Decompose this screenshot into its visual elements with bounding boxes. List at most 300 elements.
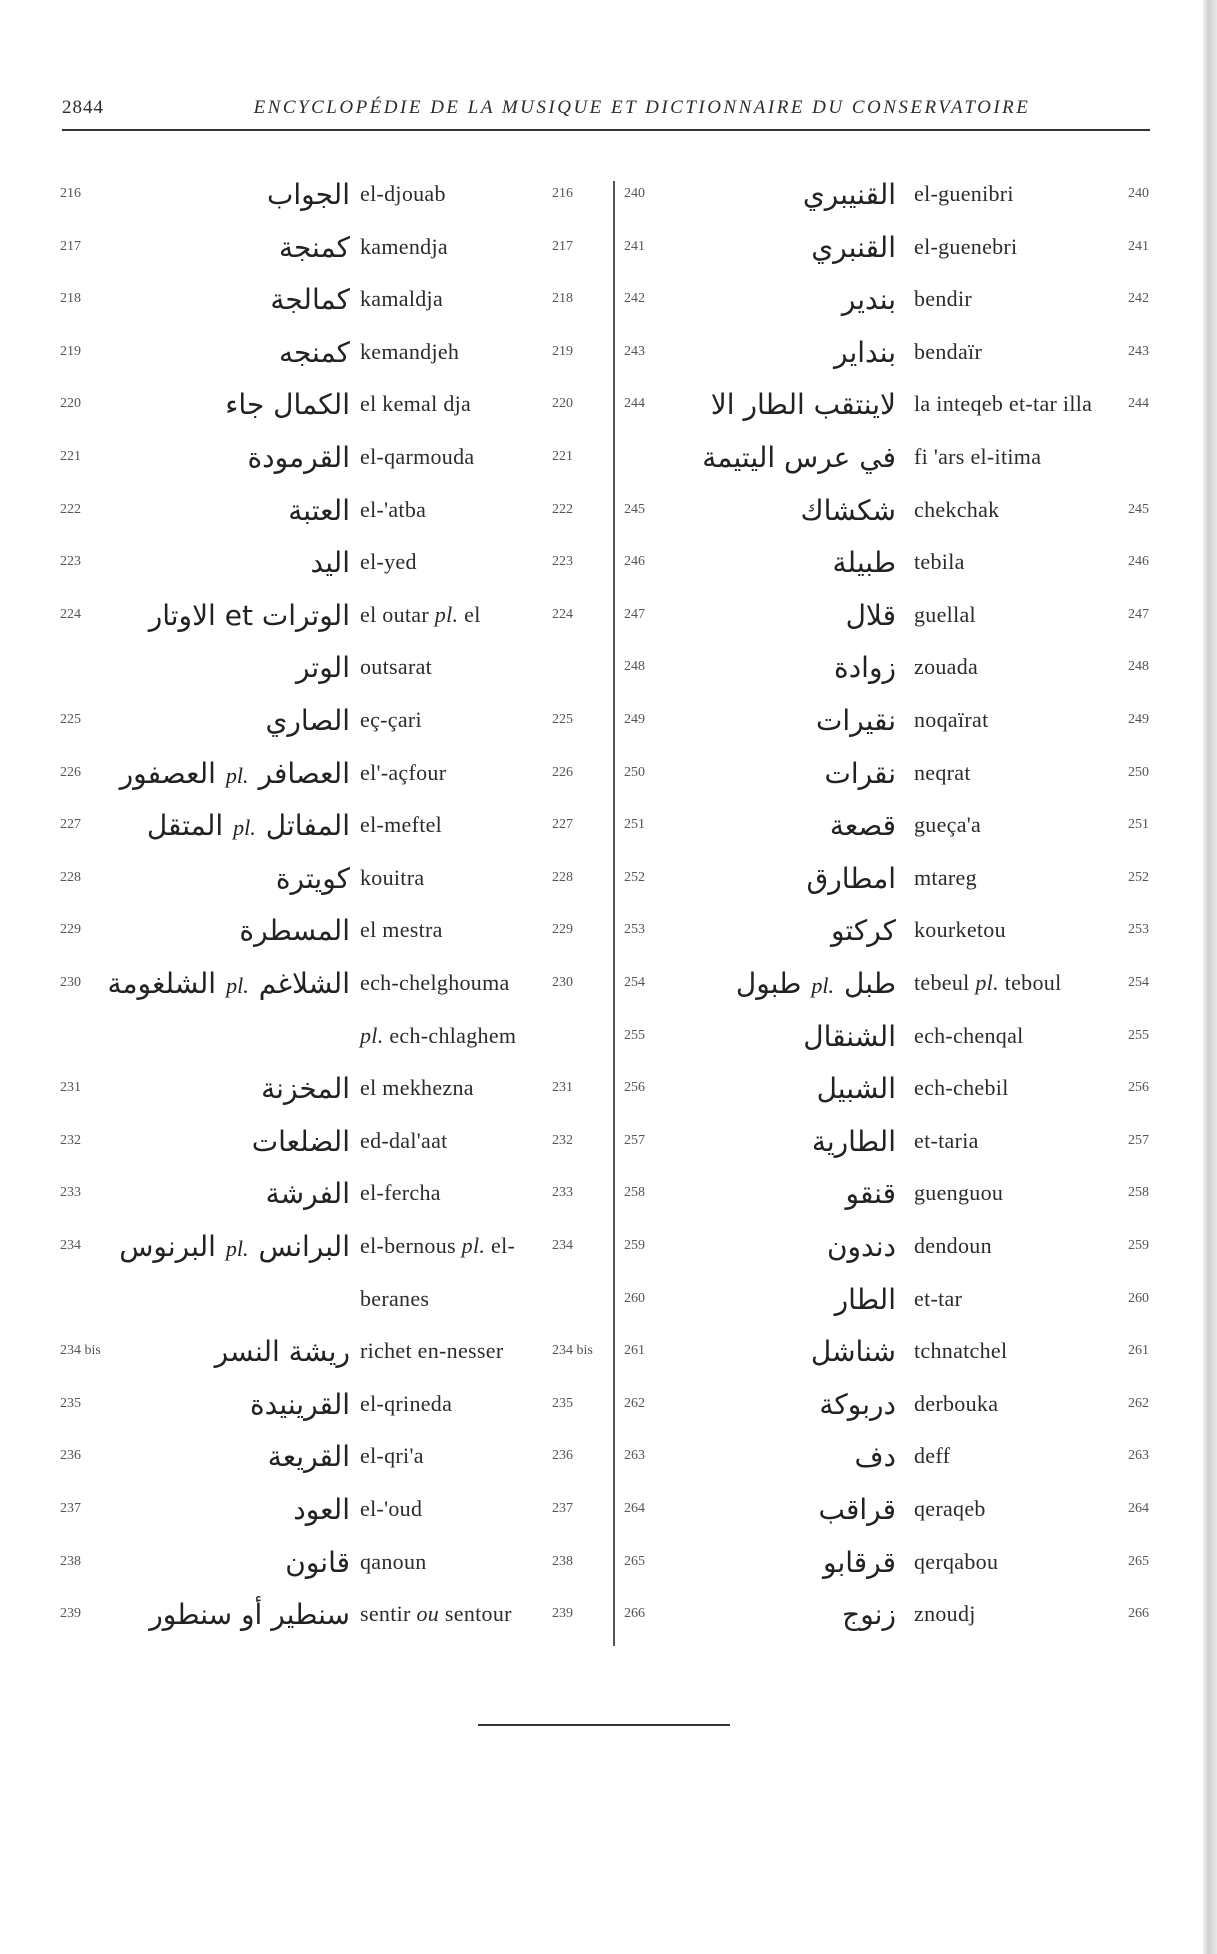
transliteration bbox=[360, 970, 510, 996]
transliteration bbox=[360, 181, 446, 207]
entry-number-right: 221 bbox=[552, 449, 573, 464]
transliteration-main: el-'oud bbox=[360, 1496, 423, 1521]
transliteration-main: qerqabou bbox=[914, 1548, 999, 1574]
arabic-term-main: شكشاك bbox=[800, 493, 896, 527]
transliteration bbox=[360, 812, 442, 838]
column-divider bbox=[613, 181, 615, 1646]
transliteration-main: el-meftel bbox=[360, 812, 443, 838]
entry-row bbox=[624, 969, 1154, 1009]
entry-number-right: 236 bbox=[552, 1448, 573, 1464]
transliteration-secondary: el- bbox=[491, 1233, 516, 1258]
entry-number-left: 253 bbox=[624, 922, 645, 938]
arabic-term bbox=[819, 1388, 896, 1421]
transliteration-main: el-'atba bbox=[360, 496, 427, 522]
transliteration-main: bendaïr bbox=[914, 338, 983, 364]
arabic-term bbox=[827, 1230, 896, 1263]
entry-row bbox=[60, 1285, 605, 1325]
entry-row bbox=[60, 598, 605, 641]
transliteration bbox=[914, 1338, 1007, 1364]
arabic-term bbox=[285, 1546, 350, 1579]
transliteration-main: sentir bbox=[360, 1601, 411, 1627]
arabic-term-main: قرقابو bbox=[822, 1545, 896, 1579]
transliteration-main: znoudj bbox=[914, 1601, 976, 1627]
arabic-term-main: قنقو bbox=[845, 1177, 896, 1211]
entry-number-right: 217 bbox=[552, 238, 573, 254]
transliteration bbox=[914, 760, 971, 786]
entry-number-left: 246 bbox=[624, 554, 645, 570]
arabic-term-main: كمالجة bbox=[270, 283, 350, 317]
arabic-term-main: قانون bbox=[285, 1545, 350, 1579]
entry-row bbox=[60, 861, 605, 904]
arabic-term-main: العتبة bbox=[288, 493, 350, 527]
transliteration bbox=[914, 1180, 1003, 1206]
arabic-term-main: بندير bbox=[841, 283, 896, 317]
transliteration bbox=[360, 1338, 503, 1364]
transliteration-main: el-qri'a bbox=[360, 1443, 424, 1469]
arabic-term-main: العود bbox=[293, 1493, 350, 1526]
arabic-term bbox=[835, 1283, 896, 1316]
arabic-term-main: زوادة bbox=[834, 651, 896, 685]
transliteration bbox=[360, 760, 446, 786]
transliteration bbox=[360, 1180, 441, 1206]
arabic-term-main: الجواب bbox=[267, 178, 350, 211]
entry-number-right: 264 bbox=[1128, 1501, 1149, 1516]
transliteration-main: mtareg bbox=[914, 864, 977, 890]
entry-number-right: 234 bis bbox=[552, 1343, 593, 1359]
transliteration-main: ech-chelghouma bbox=[360, 970, 510, 995]
transliteration-main: derbouka bbox=[914, 1390, 999, 1416]
plural-abbrev: pl. bbox=[434, 601, 459, 627]
entry-row bbox=[624, 811, 1154, 851]
plural-abbrev: pl. bbox=[975, 970, 999, 995]
entry-number-left: 230 bbox=[60, 975, 81, 990]
transliteration bbox=[914, 286, 972, 312]
transliteration bbox=[914, 234, 1017, 260]
arabic-term bbox=[147, 809, 350, 842]
arabic-term bbox=[803, 178, 896, 211]
entry-row bbox=[60, 230, 605, 273]
transliteration bbox=[360, 1128, 448, 1154]
arabic-term bbox=[811, 1335, 896, 1368]
entry-number-left: 254 bbox=[624, 975, 645, 990]
arabic-term bbox=[842, 283, 896, 316]
arabic-term-main: كمنجه bbox=[278, 335, 350, 369]
entry-number-left: 234 bbox=[60, 1238, 81, 1253]
entry-number-right: 260 bbox=[1128, 1290, 1149, 1306]
entry-number-right: 219 bbox=[552, 343, 573, 359]
entry-row bbox=[624, 1495, 1154, 1535]
arabic-term-main: الضلعات bbox=[251, 1124, 350, 1158]
entry-row bbox=[624, 1337, 1154, 1377]
entry-number-right: 239 bbox=[552, 1606, 573, 1622]
transliteration bbox=[360, 1023, 516, 1049]
arabic-term-main: القنيبري bbox=[802, 178, 896, 211]
transliteration-main: la inteqeb et-tar illa bbox=[914, 391, 1093, 417]
entry-number-left: 251 bbox=[624, 817, 645, 833]
entry-number-left: 233 bbox=[60, 1185, 81, 1201]
arabic-term-main: المسطرة bbox=[239, 914, 350, 948]
arabic-term-main: القريعة bbox=[267, 1440, 350, 1474]
arabic-term bbox=[215, 1335, 350, 1368]
transliteration bbox=[360, 444, 474, 470]
arabic-term bbox=[817, 1072, 896, 1105]
transliteration bbox=[914, 1601, 976, 1627]
transliteration-main: kemandjeh bbox=[360, 338, 460, 364]
entry-number-left: 241 bbox=[624, 238, 645, 254]
entry-number-right: 245 bbox=[1128, 501, 1149, 517]
transliteration-secondary: teboul bbox=[1004, 970, 1062, 995]
entry-number-right: 222 bbox=[552, 501, 573, 517]
transliteration bbox=[914, 865, 977, 891]
transliteration bbox=[914, 391, 1092, 417]
entry-number-right: 238 bbox=[552, 1553, 573, 1569]
plural-abbrev: pl. bbox=[226, 973, 249, 998]
entry-number-right: 250 bbox=[1128, 764, 1149, 780]
transliteration bbox=[914, 917, 1006, 943]
arabic-term bbox=[819, 1493, 897, 1526]
entry-number-left: 229 bbox=[60, 922, 81, 938]
entry-number-left: 235 bbox=[60, 1395, 81, 1411]
entry-row bbox=[60, 180, 605, 220]
transliteration-main: deff bbox=[914, 1443, 951, 1469]
transliteration-main: el-guenibri bbox=[914, 181, 1014, 206]
entry-number-left: 225 bbox=[60, 712, 81, 727]
entry-number-right: 247 bbox=[1128, 606, 1149, 622]
entry-number-right: 223 bbox=[552, 554, 573, 570]
arabic-term-main: الطار bbox=[834, 1282, 896, 1316]
transliteration-main: neqrat bbox=[914, 759, 971, 785]
entry-row bbox=[624, 1600, 1154, 1640]
entry-number-right: 257 bbox=[1128, 1132, 1149, 1148]
entry-number-left: 216 bbox=[60, 186, 81, 201]
arabic-term-main: ريشة النسر bbox=[214, 1335, 350, 1369]
arabic-term bbox=[830, 809, 896, 842]
entry-number-left: 266 bbox=[624, 1606, 645, 1622]
entry-number-right: 231 bbox=[552, 1080, 573, 1096]
arabic-term-main: القرينيدة bbox=[250, 1387, 350, 1421]
entry-number-right: 225 bbox=[552, 712, 573, 727]
entry-number-right: 243 bbox=[1128, 343, 1149, 359]
arabic-term-main: دندون bbox=[826, 1230, 896, 1263]
arabic-term-main: زنوج bbox=[842, 1598, 896, 1632]
arabic-term bbox=[108, 967, 350, 1000]
arabic-term-main: القنبري bbox=[811, 230, 896, 264]
arabic-term bbox=[149, 599, 350, 632]
transliteration bbox=[914, 339, 982, 365]
page-header bbox=[62, 95, 1150, 131]
transliteration-main: gueça'a bbox=[914, 812, 982, 838]
arabic-term-plural: الشلغومة bbox=[107, 967, 217, 1000]
transliteration-main: noqaïrat bbox=[914, 707, 989, 732]
transliteration-main: dendoun bbox=[914, 1233, 992, 1258]
entry-number-left: 256 bbox=[624, 1080, 645, 1096]
transliteration-main: el outar bbox=[360, 601, 429, 627]
arabic-term bbox=[268, 1440, 350, 1473]
transliteration-main: kourketou bbox=[914, 917, 1006, 943]
entry-row bbox=[624, 443, 1154, 483]
entry-number-left: 242 bbox=[624, 291, 645, 307]
entry-row bbox=[60, 1179, 605, 1219]
arabic-term bbox=[711, 388, 896, 421]
arabic-term bbox=[816, 704, 896, 737]
transliteration bbox=[914, 602, 976, 628]
conjunction-ou: ou bbox=[416, 1601, 440, 1627]
entry-number-right: 220 bbox=[552, 396, 573, 412]
entry-number-left: 250 bbox=[624, 764, 645, 780]
entry-row bbox=[60, 443, 605, 483]
arabic-term bbox=[311, 546, 350, 579]
entry-number-right: 255 bbox=[1128, 1027, 1149, 1043]
entry-number-left: 265 bbox=[624, 1553, 645, 1569]
entry-number-right: 230 bbox=[552, 975, 573, 990]
entry-number-left: 245 bbox=[624, 501, 645, 517]
entry-number-right: 242 bbox=[1128, 291, 1149, 307]
arabic-term bbox=[225, 388, 350, 421]
transliteration bbox=[914, 812, 981, 838]
entry-number-left: 252 bbox=[624, 869, 645, 885]
transliteration-main: et-taria bbox=[914, 1127, 979, 1153]
entry-number-right: 224 bbox=[552, 606, 573, 622]
entry-row bbox=[60, 390, 605, 430]
arabic-term bbox=[702, 441, 896, 474]
transliteration-main: el mestra bbox=[360, 917, 443, 943]
entry-number-left: 243 bbox=[624, 343, 645, 359]
entry-number-right: 246 bbox=[1128, 554, 1149, 570]
entry-row bbox=[624, 180, 1154, 220]
entry-number-right: 258 bbox=[1128, 1185, 1149, 1201]
arabic-term-main: كمنجة bbox=[278, 230, 350, 264]
entry-row bbox=[60, 1545, 605, 1588]
transliteration bbox=[360, 865, 424, 891]
arabic-term bbox=[833, 546, 896, 579]
arabic-term-main: طبل bbox=[844, 967, 896, 1000]
transliteration-main: et-tar bbox=[914, 1285, 963, 1311]
entry-number-left: 227 bbox=[60, 817, 81, 833]
transliteration bbox=[360, 549, 417, 575]
arabic-term-main: الشلاغم bbox=[258, 967, 350, 1000]
entry-number-left: 228 bbox=[60, 869, 81, 885]
arabic-term-main: طبيلة bbox=[832, 546, 896, 580]
entry-row bbox=[60, 548, 605, 588]
arabic-term-main: قصعة bbox=[829, 809, 896, 843]
arabic-term bbox=[265, 704, 350, 737]
entry-row bbox=[624, 653, 1154, 693]
transliteration bbox=[914, 1496, 986, 1522]
entry-row bbox=[60, 916, 605, 956]
transliteration-secondary: el bbox=[464, 601, 481, 627]
transliteration-main: bendir bbox=[914, 286, 973, 312]
entry-row bbox=[624, 1387, 1154, 1430]
transliteration bbox=[914, 549, 965, 575]
entry-row bbox=[624, 493, 1154, 536]
arabic-term bbox=[824, 757, 896, 790]
entry-number-left: 249 bbox=[624, 712, 645, 727]
entry-row bbox=[624, 548, 1154, 588]
entry-number-right: 235 bbox=[552, 1395, 573, 1411]
arabic-term-main: امطارق bbox=[806, 861, 896, 895]
arabic-term-main: الطارية bbox=[811, 1124, 896, 1158]
entry-number-left: 231 bbox=[60, 1080, 81, 1096]
transliteration-main: el-djouab bbox=[360, 181, 446, 206]
arabic-term bbox=[800, 494, 896, 527]
entry-row bbox=[60, 1495, 605, 1535]
transliteration-main: ech-chenqal bbox=[914, 1022, 1024, 1048]
transliteration bbox=[914, 1391, 998, 1417]
arabic-term-main: الفرشة bbox=[265, 1177, 350, 1211]
entry-row bbox=[624, 1124, 1154, 1167]
entry-row bbox=[60, 811, 605, 851]
entry-number-left: 226 bbox=[60, 764, 81, 780]
entry-number-right: 265 bbox=[1128, 1553, 1149, 1569]
entry-row bbox=[624, 335, 1154, 378]
transliteration-main: el mekhezna bbox=[360, 1075, 474, 1101]
entry-number-left: 264 bbox=[624, 1501, 645, 1516]
transliteration-main: kouitra bbox=[360, 864, 425, 890]
arabic-term-plural: المتقل bbox=[146, 809, 224, 843]
arabic-term bbox=[288, 494, 350, 527]
transliteration-main: guellal bbox=[914, 601, 976, 627]
plural-abbrev: pl. bbox=[360, 1022, 384, 1048]
arabic-term bbox=[239, 914, 350, 947]
plural-abbrev: pl. bbox=[233, 815, 256, 841]
entry-row bbox=[624, 1282, 1154, 1325]
arabic-term-main: كركتو bbox=[830, 914, 896, 948]
arabic-term bbox=[250, 1388, 350, 1421]
arabic-term bbox=[279, 231, 350, 264]
entry-number-right: 229 bbox=[552, 922, 573, 938]
transliteration bbox=[914, 1286, 962, 1312]
transliteration-main: kamendja bbox=[360, 233, 448, 259]
arabic-term bbox=[296, 651, 350, 684]
entry-number-left: 260 bbox=[624, 1290, 645, 1306]
transliteration bbox=[360, 286, 443, 312]
transliteration-main: el-yed bbox=[360, 549, 417, 575]
transliteration bbox=[914, 1128, 979, 1154]
entry-number-left: 248 bbox=[624, 659, 645, 675]
arabic-term bbox=[846, 1177, 896, 1210]
arabic-term bbox=[267, 178, 350, 211]
transliteration-main: tebeul bbox=[914, 970, 970, 995]
transliteration bbox=[360, 497, 426, 523]
transliteration bbox=[914, 654, 978, 680]
transliteration-main: el-bernous bbox=[360, 1233, 456, 1258]
entry-row bbox=[624, 861, 1154, 904]
transliteration bbox=[360, 391, 471, 417]
entry-number-left: 223 bbox=[60, 554, 81, 570]
transliteration-main: zouada bbox=[914, 654, 979, 680]
arabic-term bbox=[803, 1020, 896, 1053]
entry-row bbox=[60, 285, 605, 325]
entry-row bbox=[60, 1022, 605, 1062]
arabic-term bbox=[834, 336, 896, 369]
arabic-term-main: بنداير bbox=[834, 335, 896, 369]
transliteration-main: el'-açfour bbox=[360, 759, 447, 785]
arabic-term bbox=[279, 336, 350, 369]
transliteration bbox=[360, 917, 443, 943]
entry-row bbox=[624, 1442, 1154, 1482]
transliteration-main: ech-chebil bbox=[914, 1075, 1009, 1101]
entry-number-left: 238 bbox=[60, 1553, 81, 1569]
entry-row bbox=[60, 1600, 605, 1640]
entry-number-left: 234 bis bbox=[60, 1343, 101, 1359]
transliteration bbox=[914, 1549, 998, 1575]
entry-number-right: 237 bbox=[552, 1501, 573, 1516]
arabic-term-main: قراقب bbox=[818, 1493, 896, 1526]
entry-number-right: 218 bbox=[552, 291, 573, 307]
entry-row bbox=[60, 1387, 605, 1430]
entry-number-left: 255 bbox=[624, 1027, 645, 1043]
arabic-term bbox=[276, 862, 350, 895]
entry-row bbox=[624, 1074, 1154, 1114]
page-number: 2844 bbox=[62, 97, 104, 118]
entry-row bbox=[60, 1442, 605, 1482]
arabic-term bbox=[261, 1072, 350, 1105]
arabic-term-main: الوترات et الاوتار bbox=[148, 598, 350, 632]
arabic-term bbox=[736, 967, 896, 1000]
entry-number-right: 248 bbox=[1128, 659, 1149, 675]
arabic-term-main: دربوكة bbox=[819, 1387, 896, 1421]
arabic-term-plural: العصفور bbox=[119, 756, 216, 790]
entry-row bbox=[624, 1179, 1154, 1219]
transliteration bbox=[360, 234, 448, 260]
transliteration-main: kamaldja bbox=[360, 286, 444, 312]
arabic-term bbox=[823, 1546, 896, 1579]
arabic-term-main: الوتر bbox=[295, 651, 350, 685]
arabic-term bbox=[834, 651, 896, 684]
arabic-term bbox=[149, 1598, 350, 1631]
transliteration bbox=[360, 654, 432, 680]
transliteration-main: el-fercha bbox=[360, 1180, 441, 1206]
entry-number-left: 259 bbox=[624, 1238, 645, 1253]
arabic-term-main: دف bbox=[854, 1440, 896, 1474]
entry-number-left: 258 bbox=[624, 1185, 645, 1201]
arabic-term bbox=[811, 231, 896, 264]
entry-row bbox=[624, 706, 1154, 746]
arabic-term bbox=[806, 862, 896, 895]
arabic-term-main: كويترة bbox=[275, 861, 350, 895]
plural-abbrev: pl. bbox=[811, 973, 835, 998]
transliteration-main: outsarat bbox=[360, 654, 433, 680]
entry-row bbox=[624, 390, 1154, 430]
transliteration bbox=[914, 497, 999, 523]
arabic-term-main: شناشل bbox=[810, 1335, 896, 1369]
entry-row bbox=[624, 230, 1154, 273]
transliteration-secondary: sentour bbox=[444, 1601, 512, 1627]
entry-number-left: 240 bbox=[624, 186, 645, 201]
entry-row bbox=[624, 1232, 1154, 1272]
transliteration bbox=[914, 444, 1041, 470]
transliteration bbox=[914, 181, 1014, 207]
transliteration bbox=[360, 1496, 422, 1522]
entry-row bbox=[60, 653, 605, 693]
entry-number-right: 251 bbox=[1128, 817, 1149, 833]
arabic-term-main: المخزنة bbox=[261, 1072, 350, 1106]
entry-number-right: 253 bbox=[1128, 922, 1149, 938]
entry-number-right: 261 bbox=[1128, 1343, 1149, 1359]
arabic-term bbox=[855, 1440, 897, 1473]
transliteration bbox=[360, 1549, 427, 1575]
entry-row bbox=[60, 1232, 605, 1272]
entry-number-right: 233 bbox=[552, 1185, 573, 1201]
entry-row bbox=[60, 1124, 605, 1167]
transliteration bbox=[914, 970, 1062, 996]
plural-abbrev: pl. bbox=[225, 762, 249, 788]
entry-number-right: 256 bbox=[1128, 1080, 1149, 1096]
transliteration-main: el kemal dja bbox=[360, 391, 472, 417]
entry-number-right: 262 bbox=[1128, 1395, 1149, 1411]
arabic-term bbox=[266, 1177, 350, 1210]
transliteration-main: tebila bbox=[914, 549, 965, 575]
